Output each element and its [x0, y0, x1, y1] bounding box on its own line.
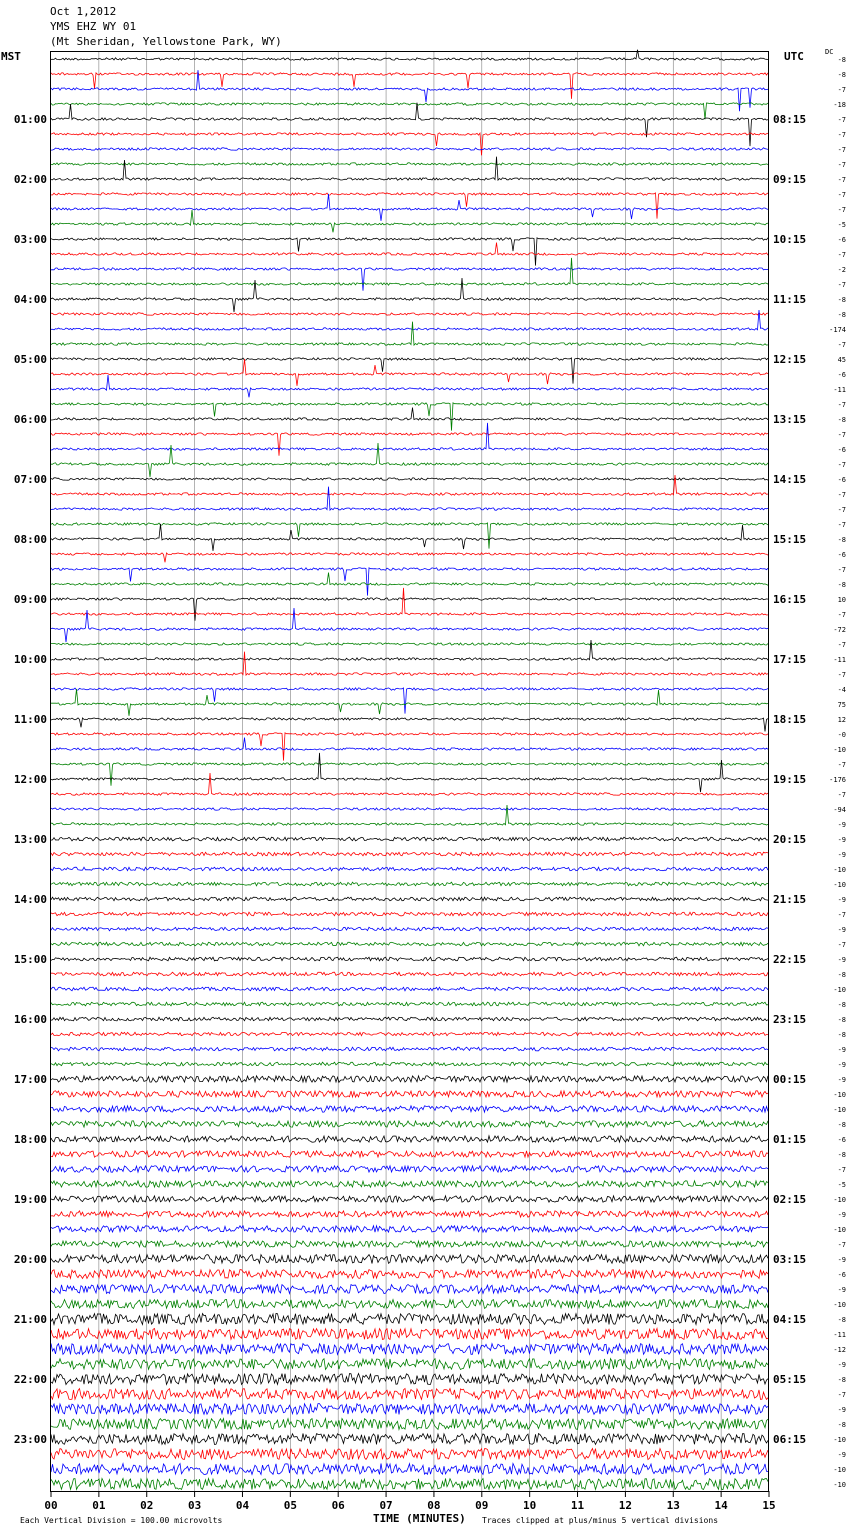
dc-offset-label: -7 — [837, 131, 846, 139]
trace-row — [51, 1359, 768, 1370]
trace-row — [51, 1300, 768, 1309]
x-tick-label: 01 — [92, 1499, 106, 1512]
dc-offset-label: -8 — [837, 416, 846, 424]
trace-row — [51, 475, 768, 495]
left-hour-label: 05:00 — [13, 353, 47, 366]
dc-offset-label: -94 — [833, 806, 846, 814]
dc-offset-label: -7 — [837, 671, 846, 679]
trace-row — [51, 322, 768, 346]
trace-row — [51, 423, 768, 450]
dc-offset-label: -10 — [833, 1106, 846, 1114]
trace-row — [51, 688, 768, 714]
dc-offset-label: -72 — [833, 626, 846, 634]
right-hour-label: 14:15 — [773, 473, 807, 486]
dc-offset-label: -7 — [837, 506, 846, 514]
dc-offset-label: -9 — [837, 1451, 846, 1459]
trace-row — [51, 1404, 768, 1415]
trace-row — [51, 852, 768, 856]
trace-row — [51, 753, 768, 792]
right-hour-labels — [773, 113, 806, 1446]
dc-offset-label: -8 — [837, 581, 846, 589]
dc-offset-label: -9 — [837, 926, 846, 934]
trace-row — [51, 193, 768, 219]
trace-row — [51, 433, 768, 456]
dc-offset-label: -9 — [837, 1046, 846, 1054]
right-hour-label: 17:15 — [773, 653, 807, 666]
dc-offset-label: -7 — [837, 206, 846, 214]
dc-offset-label: -6 — [837, 236, 846, 244]
right-hour-label: 01:15 — [773, 1133, 807, 1146]
x-tick-label: 11 — [570, 1499, 585, 1512]
trace-row — [51, 408, 768, 421]
dc-offset-label: -10 — [833, 881, 846, 889]
trace-row — [51, 1479, 768, 1490]
x-tick-label: 03 — [187, 1499, 202, 1512]
dc-offset-label: -9 — [837, 1361, 846, 1369]
dc-offset-label: -18 — [833, 101, 846, 109]
left-hour-label: 19:00 — [13, 1193, 47, 1206]
right-hour-label: 10:15 — [773, 233, 807, 246]
header-station: YMS EHZ WY 01 — [50, 20, 137, 33]
x-tick-label: 04 — [235, 1499, 250, 1512]
dc-offset-label: -8 — [837, 56, 846, 64]
trace-row — [51, 1091, 768, 1097]
x-tick-label: 12 — [618, 1499, 633, 1512]
right-hour-label: 19:15 — [773, 773, 807, 786]
trace-row — [51, 1464, 768, 1475]
trace-row — [51, 1255, 768, 1264]
right-hour-label: 18:15 — [773, 713, 807, 726]
dc-offset-label: -7 — [837, 191, 846, 199]
trace-row — [51, 310, 768, 330]
left-hour-label: 04:00 — [13, 293, 47, 306]
x-tick-label: 02 — [140, 1499, 154, 1512]
dc-offset-label: -8 — [837, 536, 846, 544]
right-hour-label: 22:15 — [773, 953, 807, 966]
dc-offset-label: -10 — [833, 746, 846, 754]
dc-offset-label: -10 — [833, 1466, 846, 1474]
x-tick-label: 07 — [379, 1499, 393, 1512]
left-hour-label: 18:00 — [13, 1133, 47, 1146]
dc-offset-label: -10 — [833, 1226, 846, 1234]
left-hour-label: 14:00 — [13, 893, 47, 906]
dc-offset-label: -9 — [837, 956, 846, 964]
trace-row — [51, 523, 768, 549]
dc-offset-label: -12 — [833, 1346, 846, 1354]
trace-row — [51, 313, 768, 315]
dc-offset-label: -7 — [837, 1391, 846, 1399]
right-hour-label: 21:15 — [773, 893, 807, 906]
trace-row — [51, 912, 768, 916]
dc-offset-label: -7 — [837, 176, 846, 184]
right-hour-label: 00:15 — [773, 1073, 807, 1086]
dc-offset-label: -6 — [837, 1136, 846, 1144]
trace-row — [51, 1076, 768, 1082]
dc-offset-label: -7 — [837, 491, 846, 499]
trace-row — [51, 1106, 768, 1112]
trace-row — [51, 553, 768, 563]
x-tick-label: 13 — [666, 1499, 680, 1512]
trace-row — [51, 643, 768, 645]
trace-row — [51, 268, 768, 291]
trace-row — [51, 1151, 768, 1157]
x-tick-label: 15 — [762, 1499, 776, 1512]
dc-offset-label: -9 — [837, 1286, 846, 1294]
trace-row — [51, 103, 768, 120]
trace-row — [51, 194, 768, 221]
left-hour-label: 17:00 — [13, 1073, 47, 1086]
trace-row — [51, 867, 768, 871]
trace-row — [51, 882, 768, 886]
x-tick-label: 09 — [475, 1499, 489, 1512]
right-hour-label: 20:15 — [773, 833, 807, 846]
dc-offset-label: 75 — [837, 701, 846, 709]
x-axis-title: TIME (MINUTES) — [373, 1512, 466, 1525]
dc-offset-label: -8 — [837, 1316, 846, 1324]
dc-offset-label: -5 — [837, 1181, 846, 1189]
left-hour-label: 09:00 — [13, 593, 47, 606]
trace-row — [51, 1121, 768, 1127]
dc-offset-label: -10 — [833, 1196, 846, 1204]
dc-offset-labels — [829, 56, 846, 1489]
left-hour-label: 06:00 — [13, 413, 47, 426]
dc-offset-label: -9 — [837, 896, 846, 904]
trace-row — [51, 210, 768, 232]
dc-offset-label: -9 — [837, 1256, 846, 1264]
left-hour-labels — [14, 113, 47, 1446]
trace-row — [51, 375, 768, 397]
left-hour-label: 07:00 — [13, 473, 47, 486]
right-hour-label: 12:15 — [773, 353, 807, 366]
dc-offset-label: -5 — [837, 221, 846, 229]
trace-row — [51, 133, 768, 156]
right-hour-label: 16:15 — [773, 593, 807, 606]
right-hour-label: 08:15 — [773, 113, 807, 126]
trace-row — [51, 1449, 768, 1460]
dc-offset-label: -8 — [837, 1031, 846, 1039]
dc-offset-label: -10 — [833, 1481, 846, 1489]
left-hour-label: 13:00 — [13, 833, 47, 846]
trace-row — [51, 733, 768, 761]
trace-row — [51, 608, 768, 642]
trace-row — [51, 640, 768, 660]
trace-row — [51, 689, 768, 716]
trace-row — [51, 652, 768, 676]
left-hour-label: 12:00 — [13, 773, 47, 786]
left-hour-label: 22:00 — [13, 1373, 47, 1386]
dc-offset-label: -7 — [837, 146, 846, 154]
trace-row — [51, 1434, 768, 1445]
trace-row — [51, 1002, 768, 1006]
trace-row — [51, 1241, 768, 1247]
trace-row — [51, 808, 768, 810]
trace-row — [51, 837, 768, 841]
seismic-traces — [51, 50, 768, 1490]
dc-offset-label: -7 — [837, 461, 846, 469]
dc-offset-label: -7 — [837, 911, 846, 919]
dc-offset-label: -9 — [837, 1406, 846, 1414]
dc-offset-label: -176 — [829, 776, 846, 784]
x-tick-label: 00 — [44, 1499, 58, 1512]
dc-offset-label: -8 — [837, 1001, 846, 1009]
dc-offset-label: -11 — [833, 386, 846, 394]
trace-row — [51, 258, 768, 285]
right-hour-label: 09:15 — [773, 173, 807, 186]
dc-offset-label: -8 — [837, 1016, 846, 1024]
dc-offset-label: 45 — [837, 356, 846, 364]
dc-offset-label: -9 — [837, 1061, 846, 1069]
right-axis-title: UTC — [784, 50, 804, 63]
dc-offset-label: -6 — [837, 1271, 846, 1279]
trace-row — [51, 773, 768, 795]
trace-row — [51, 927, 768, 931]
dc-offset-label: -9 — [837, 1076, 846, 1084]
trace-row — [51, 238, 768, 266]
trace-row — [51, 1270, 768, 1279]
trace-row — [51, 987, 768, 991]
header-location: (Mt Sheridan, Yellowstone Park, WY) — [50, 35, 282, 48]
dc-offset-label: -9 — [837, 851, 846, 859]
dc-offset-label: -11 — [833, 1331, 846, 1339]
x-tick-label: 06 — [331, 1499, 345, 1512]
dc-label: DC — [825, 48, 834, 56]
footer-clip: Traces clipped at plus/minus 5 vertical divisions — [482, 1516, 719, 1525]
dc-offset-label: -8 — [837, 311, 846, 319]
trace-row — [51, 487, 768, 511]
trace-row — [51, 1166, 768, 1172]
dc-offset-label: -7 — [837, 341, 846, 349]
dc-offset-label: -7 — [837, 161, 846, 169]
right-hour-label: 15:15 — [773, 533, 807, 546]
right-hour-label: 04:15 — [773, 1313, 807, 1326]
dc-offset-label: -0 — [837, 731, 846, 739]
dc-offset-label: -10 — [833, 986, 846, 994]
dc-offset-label: -7 — [837, 251, 846, 259]
right-hour-label: 23:15 — [773, 1013, 807, 1026]
x-axis-ticks — [44, 1491, 775, 1512]
trace-row — [51, 598, 768, 621]
x-tick-label: 05 — [283, 1499, 297, 1512]
trace-row — [51, 1419, 768, 1430]
dc-offset-label: -7 — [837, 611, 846, 619]
dc-offset-label: -8 — [837, 71, 846, 79]
trace-row — [51, 1389, 768, 1400]
trace-row — [51, 243, 768, 256]
trace-row — [51, 897, 768, 901]
trace-row — [51, 1344, 768, 1355]
trace-row — [51, 972, 768, 976]
trace-row — [51, 148, 768, 150]
trace-row — [51, 957, 768, 961]
trace-row — [51, 1329, 768, 1340]
trace-row — [51, 763, 768, 786]
left-hour-label: 08:00 — [13, 533, 47, 546]
trace-row — [51, 1032, 768, 1036]
dc-offset-label: -7 — [837, 431, 846, 439]
dc-offset-label: -6 — [837, 476, 846, 484]
dc-offset-label: -7 — [837, 86, 846, 94]
trace-row — [51, 359, 768, 386]
dc-offset-label: -6 — [837, 551, 846, 559]
dc-offset-label: -8 — [837, 1376, 846, 1384]
trace-row — [51, 478, 768, 480]
right-hour-label: 06:15 — [773, 1433, 807, 1446]
trace-row — [51, 573, 768, 586]
dc-offset-label: -8 — [837, 1421, 846, 1429]
dc-offset-label: -7 — [837, 941, 846, 949]
dc-offset-label: -7 — [837, 641, 846, 649]
dc-offset-label: -2 — [837, 266, 846, 274]
trace-row — [51, 73, 768, 99]
right-hour-label: 13:15 — [773, 413, 807, 426]
dc-offset-label: -8 — [837, 1121, 846, 1129]
dc-offset-label: -7 — [837, 116, 846, 124]
dc-offset-label: -7 — [837, 791, 846, 799]
dc-offset-label: -7 — [837, 281, 846, 289]
dc-offset-label: -7 — [837, 761, 846, 769]
dc-offset-label: -10 — [833, 866, 846, 874]
dc-offset-label: -11 — [833, 656, 846, 664]
dc-offset-label: -9 — [837, 821, 846, 829]
trace-row — [51, 1285, 768, 1294]
trace-row — [51, 1017, 768, 1021]
left-hour-label: 03:00 — [13, 233, 47, 246]
trace-row — [51, 738, 768, 751]
left-axis-title: MST — [1, 50, 21, 63]
dc-offset-label: -9 — [837, 836, 846, 844]
dc-offset-label: -10 — [833, 1301, 846, 1309]
left-hour-label: 15:00 — [13, 953, 47, 966]
trace-row — [51, 163, 768, 165]
trace-row — [51, 1062, 768, 1066]
left-hour-label: 11:00 — [13, 713, 47, 726]
dc-offset-label: -4 — [837, 686, 846, 694]
dc-offset-label: -8 — [837, 1151, 846, 1159]
trace-row — [51, 358, 768, 384]
dc-offset-label: -10 — [833, 1091, 846, 1099]
dc-offset-label: -10 — [833, 1436, 846, 1444]
left-hour-label: 01:00 — [13, 113, 47, 126]
right-hour-label: 11:15 — [773, 293, 807, 306]
trace-row — [51, 942, 768, 946]
left-hour-label: 23:00 — [13, 1433, 47, 1446]
trace-row — [51, 1136, 768, 1142]
dc-offset-label: -174 — [829, 326, 846, 334]
dc-offset-label: -7 — [837, 1166, 846, 1174]
right-hour-label: 05:15 — [773, 1373, 807, 1386]
trace-row — [51, 278, 768, 312]
dc-offset-label: -6 — [837, 371, 846, 379]
dc-offset-label: -7 — [837, 401, 846, 409]
trace-row — [51, 568, 768, 596]
x-tick-label: 08 — [427, 1499, 441, 1512]
trace-row — [51, 588, 768, 615]
trace-row — [51, 1226, 768, 1232]
trace-row — [51, 1314, 768, 1325]
left-hour-label: 10:00 — [13, 653, 47, 666]
trace-row — [51, 718, 768, 732]
trace-row — [51, 1211, 768, 1217]
left-hour-label: 20:00 — [13, 1253, 47, 1266]
dc-offset-label: -7 — [837, 521, 846, 529]
trace-row — [51, 1374, 768, 1385]
left-hour-label: 21:00 — [13, 1313, 47, 1326]
dc-offset-label: -7 — [837, 566, 846, 574]
right-hour-label: 03:15 — [773, 1253, 807, 1266]
trace-row — [51, 403, 768, 431]
left-hour-label: 02:00 — [13, 173, 47, 186]
trace-row — [51, 103, 768, 146]
dc-offset-label: 12 — [837, 716, 846, 724]
header-date: Oct 1,2012 — [50, 5, 117, 18]
trace-row — [51, 1181, 768, 1187]
trace-row — [51, 157, 768, 181]
dc-offset-label: -7 — [837, 1241, 846, 1249]
trace-row — [51, 1047, 768, 1051]
dc-offset-label: -8 — [837, 971, 846, 979]
trace-row — [51, 524, 768, 551]
trace-row — [51, 805, 768, 825]
dc-offset-label: -9 — [837, 1211, 846, 1219]
dc-offset-label: 10 — [837, 596, 846, 604]
dc-offset-label: -8 — [837, 296, 846, 304]
dc-offset-label: -6 — [837, 446, 846, 454]
left-hour-label: 16:00 — [13, 1013, 47, 1026]
footer-scale: Each Vertical Division = 100.00 microvolts — [20, 1516, 223, 1525]
right-hour-label: 02:15 — [773, 1193, 807, 1206]
x-tick-label: 14 — [714, 1499, 728, 1512]
trace-row — [51, 1196, 768, 1202]
x-tick-label: 10 — [523, 1499, 537, 1512]
